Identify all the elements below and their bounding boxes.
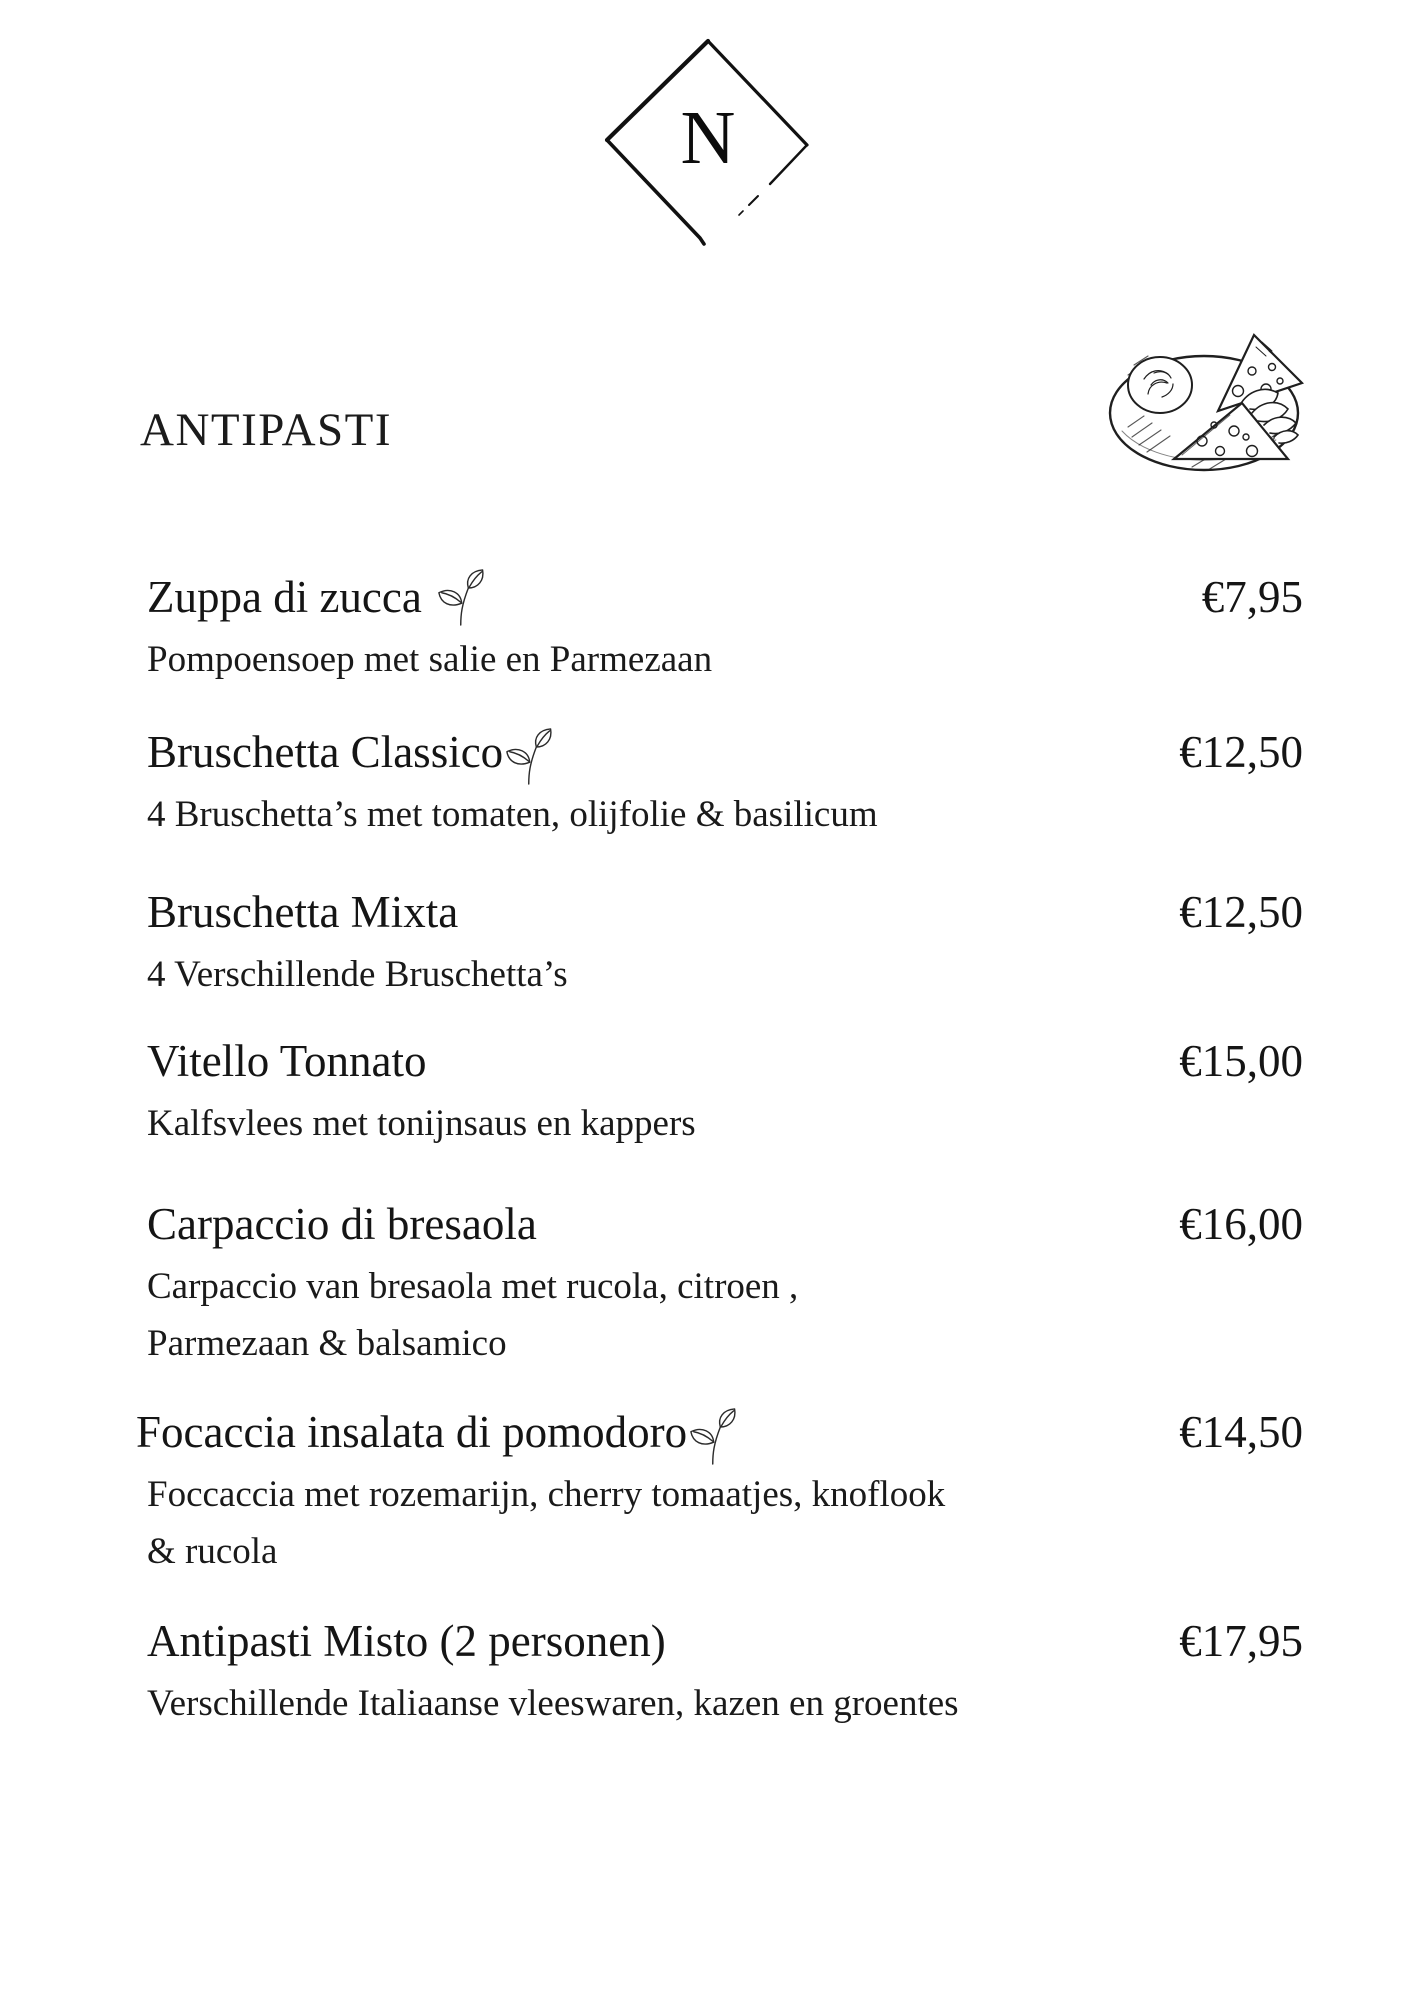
menu-item-row xyxy=(147,1615,1303,1732)
menu-item-title-line xyxy=(147,886,1155,938)
menu-item-description-line: Carpaccio van bresaola met rucola, citroen , xyxy=(147,1266,799,1307)
menu-item-row xyxy=(136,1406,1303,1580)
menu-item-title: Bruschetta Mixta xyxy=(147,887,459,937)
menu-item-description xyxy=(147,1466,1155,1580)
menu-item-description xyxy=(147,1675,1155,1732)
menu-item-title: Focaccia insalata di pomodoro xyxy=(136,1407,688,1457)
menu-item-main xyxy=(147,571,1178,688)
menu-item-title: Bruschetta Classico xyxy=(147,727,504,777)
menu-item-title-line xyxy=(147,1198,1155,1250)
menu-item-description-line: Foccaccia met rozemarijn, cherry tomaatjes, knoflook xyxy=(147,1474,946,1515)
menu-item-title: Zuppa di zucca xyxy=(147,572,422,622)
menu-item-title-line xyxy=(147,571,1178,623)
menu-item-description-line: & rucola xyxy=(147,1531,278,1572)
leaf-sprout-icon xyxy=(503,765,555,767)
menu-item-description-line: Pompoensoep met salie en Parmezaan xyxy=(147,639,713,680)
menu-item-description-line: 4 Bruschetta’s met tomaten, olijfolie & basilicum xyxy=(147,794,878,835)
menu-item-title-line xyxy=(147,1035,1155,1087)
section-title: ANTIPASTI xyxy=(140,404,393,456)
menu-item-row xyxy=(147,726,1303,843)
menu-item-description-line: Kalfsvlees met tonijnsaus en kappers xyxy=(147,1103,696,1144)
menu-item-description-line: Verschillende Italiaanse vleeswaren, kazen en groentes xyxy=(147,1683,959,1724)
menu-item-price: €14,50 xyxy=(1179,1407,1303,1457)
menu-item-main xyxy=(147,1035,1155,1152)
menu-item-title: Antipasti Misto (2 personen) xyxy=(147,1616,666,1666)
menu-item-main xyxy=(136,1406,1155,1580)
menu-item-title: Carpaccio di bresaola xyxy=(147,1199,537,1249)
menu-item-row xyxy=(147,571,1303,688)
menu-item-main xyxy=(147,1198,1155,1372)
menu-item-description xyxy=(147,1095,1155,1152)
menu-item-main xyxy=(147,726,1155,843)
menu-item-price: €15,00 xyxy=(1179,1036,1303,1086)
menu-item-title-line xyxy=(136,1406,1155,1458)
menu-item-price: €12,50 xyxy=(1179,727,1303,777)
menu-item-description-line: 4 Verschillende Bruschetta’s xyxy=(147,954,568,995)
menu-item-title-line xyxy=(147,1615,1155,1667)
logo-letter: N xyxy=(680,96,736,180)
leaf-sprout-icon xyxy=(422,610,486,612)
menu-item-description xyxy=(147,786,1155,843)
menu-item-main xyxy=(147,1615,1155,1732)
menu-item-title-line xyxy=(147,726,1155,778)
menu-item-price: €12,50 xyxy=(1179,887,1303,937)
menu-item-title: Vitello Tonnato xyxy=(147,1036,427,1086)
menu-item-description xyxy=(147,631,1178,688)
menu-item-row xyxy=(147,886,1303,1003)
menu-item-description xyxy=(147,1258,1155,1372)
menu-item-row xyxy=(147,1035,1303,1152)
menu-item-price: €7,95 xyxy=(1201,572,1303,622)
leaf-sprout-icon xyxy=(687,1445,739,1447)
menu-item-row xyxy=(147,1198,1303,1372)
menu-item-description-line: Parmezaan & balsamico xyxy=(147,1323,507,1364)
menu-item-price: €17,95 xyxy=(1179,1616,1303,1666)
menu-item-main xyxy=(147,886,1155,1003)
menu-item-price: €16,00 xyxy=(1179,1199,1303,1249)
menu-item-description xyxy=(147,946,1155,1003)
